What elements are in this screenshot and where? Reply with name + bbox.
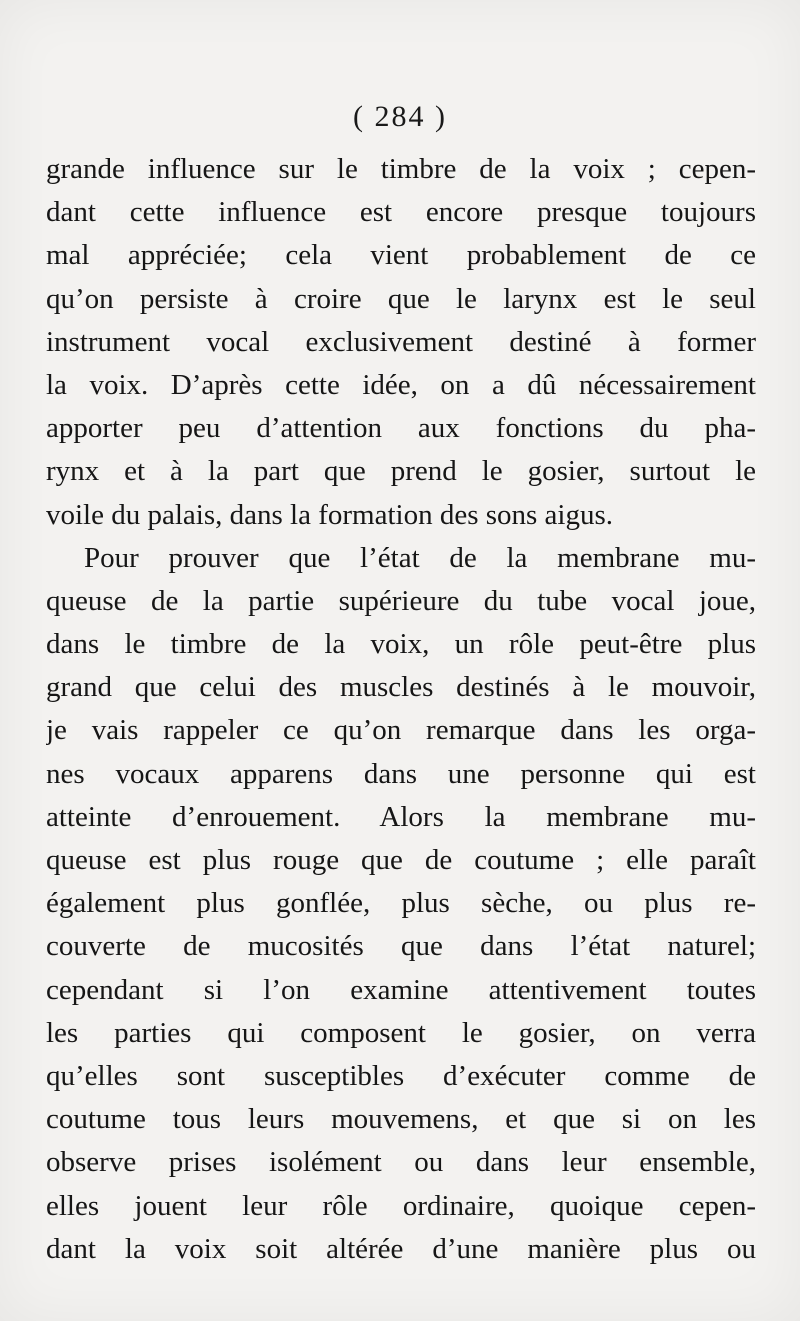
body-text bbox=[46, 148, 756, 1271]
text-line: voile du palais, dans la formation des sons aigus. bbox=[46, 498, 614, 531]
text-line: couverte de mucosités que dans l’état naturel; bbox=[46, 930, 756, 963]
text-line: les parties qui composent le gosier, on verra bbox=[46, 1016, 756, 1049]
text-line: instrument vocal exclusivement destiné à former bbox=[46, 325, 756, 358]
text-line: qu’on persiste à croire que le larynx est le seul bbox=[46, 282, 756, 315]
text-line: cependant si l’on examine attentivement toutes bbox=[46, 973, 756, 1006]
text-line: queuse est plus rouge que de coutume ; elle paraît bbox=[46, 844, 756, 876]
text-line: queuse de la partie supérieure du tube vocal joue, bbox=[46, 584, 756, 617]
text-line: observe prises isolément ou dans leur ensemble, bbox=[46, 1146, 756, 1179]
text-line: également plus gonflée, plus sèche, ou plus re- bbox=[46, 887, 756, 920]
text-line: grande influence sur le timbre de la voix ; cepen- bbox=[46, 153, 756, 185]
text-line: coutume tous leurs mouvemens, et que si on les bbox=[46, 1103, 756, 1136]
text-line: nes vocaux apparens dans une personne qui est bbox=[46, 757, 756, 790]
text-line: Pour prouver que l’état de la membrane mu- bbox=[84, 541, 756, 574]
page-number: ( 284 ) bbox=[353, 100, 447, 133]
text-line: la voix. D’après cette idée, on a dû nécessairement bbox=[46, 368, 756, 401]
text-line: dant la voix soit altérée d’une manière plus ou bbox=[46, 1232, 756, 1265]
text-line: mal appréciée; cela vient probablement de ce bbox=[46, 239, 756, 272]
text-line: apporter peu d’attention aux fonctions du pha- bbox=[46, 412, 756, 445]
text-line: dant cette influence est encore presque toujours bbox=[46, 196, 756, 229]
text-line: rynx et à la part que prend le gosier, surtout le bbox=[46, 455, 756, 488]
text-line: elles jouent leur rôle ordinaire, quoique cepen- bbox=[46, 1189, 756, 1222]
text-line: atteinte d’enrouement. Alors la membrane mu- bbox=[46, 800, 756, 833]
text-line: je vais rappeler ce qu’on remarque dans les orga- bbox=[46, 714, 756, 747]
text-line: qu’elles sont susceptibles d’exécuter comme de bbox=[46, 1059, 756, 1092]
text-line: dans le timbre de la voix, un rôle peut-être plus bbox=[46, 628, 756, 661]
text-line: grand que celui des muscles destinés à le mouvoir, bbox=[46, 671, 756, 704]
